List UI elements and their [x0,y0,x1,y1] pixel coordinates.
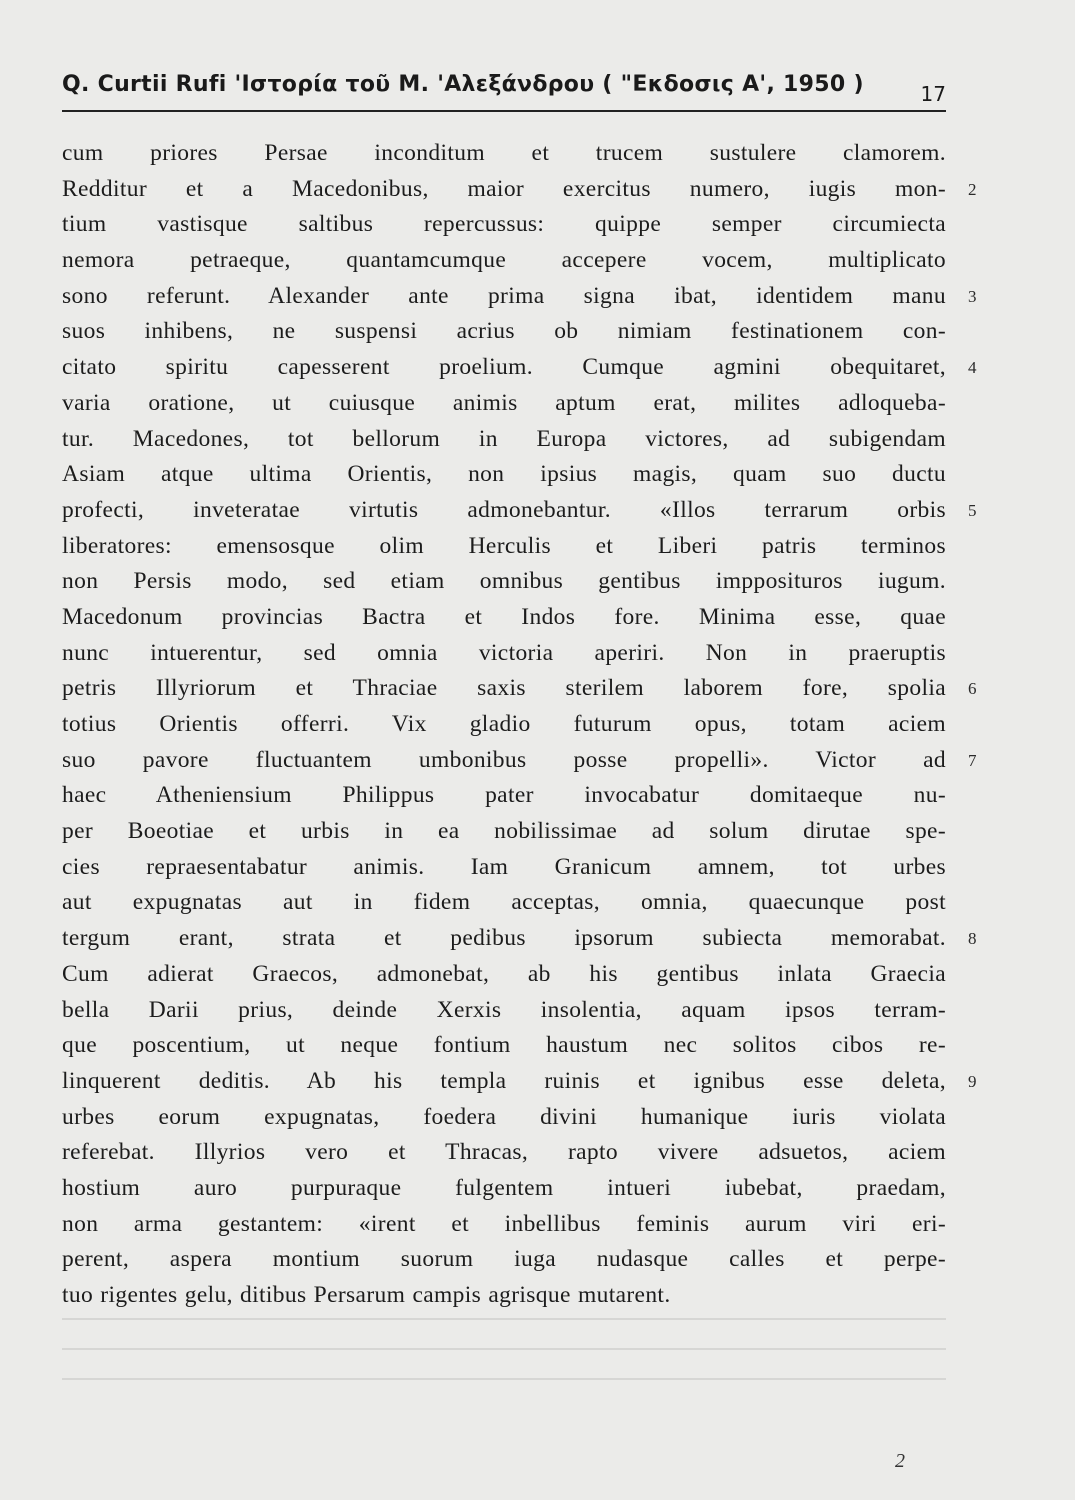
text-line [62,957,946,993]
text-line-content: Redditur et a Macedonibus, maior exercitus numero, iugis mon- [62,175,946,202]
text-line [62,671,977,707]
text-line [62,1207,946,1243]
text-line-content: citato spiritu capesserent proelium. Cumque agmini obequitaret, [62,354,946,381]
text-line-content: varia oratione, ut cuiusque animis aptum erat, milites adloqueba- [62,389,946,416]
text-line [62,1100,946,1136]
section-number: 5 [968,500,977,520]
text-line-content: Asiam atque ultima Orientis, non ipsius magis, quam suo ductu [62,461,946,488]
text-line [62,422,946,458]
text-line-content: Macedonum provincias Bactra et Indos fore. Minima esse, quae [62,603,946,630]
body-text [62,136,977,1314]
text-line-content: non arma gestantem: «irent et inbellibus feminis aurum viri eri- [62,1210,946,1237]
text-line-content: referebat. Illyrios vero et Thracas, rapto vivere adsuetos, aciem [62,1139,946,1166]
text-line [62,207,946,243]
text-line-content: non Persis modo, sed etiam omnibus gentibus impposituros iugum. [62,568,946,595]
text-line [62,314,946,350]
text-line-content: perent, aspera montium suorum iuga nudasque calles et perpe- [62,1246,946,1273]
text-line-content: cies repraesentabatur animis. Iam Granicum amnem, tot urbes [62,853,946,880]
text-line [62,993,946,1029]
section-number: 2 [968,179,977,199]
text-line-content: per Boeotiae et urbis in ea nobilissimae ad solum dirutae spe- [62,818,946,845]
text-line-content: suo pavore fluctuantem umbonibus posse propelli». Victor ad [62,746,946,773]
text-line [62,850,946,886]
text-line [62,172,977,208]
header-title: Q. Curtii Rufi 'Ιστορία τοῦ Μ. 'Αλεξάνδρου ( "Εκδοσις Α', 1950 ) [62,72,864,97]
text-line-content: aut expugnatas aut in fidem acceptas, omnia, quaecunque post [62,889,946,916]
section-number: 7 [968,750,977,770]
text-line-content: cum priores Persae inconditum et trucem sustulere clamorem. [62,140,946,166]
text-line-content: tium vastisque saltibus repercussus: quippe semper circumiecta [62,211,946,238]
text-line [62,529,946,565]
text-line-content: profecti, inveteratae virtutis admonebantur. «Illos terrarum orbis [62,496,946,523]
text-line [62,921,977,957]
text-line-content: tergum erant, strata et pedibus ipsorum subiecta memorabat. [62,925,946,952]
text-line-content: petris Illyriorum et Thraciae saxis sterilem laborem fore, spolia [62,675,946,702]
signature-mark: 2 [895,1450,905,1472]
text-line-content: nemora petraeque, quantamcumque accepere vocem, multiplicato [62,247,946,274]
text-line-content: haec Atheniensium Philippus pater invocabatur domitaeque nu- [62,782,946,809]
text-line-content: que poscentium, ut neque fontium haustum nec solitos cibos re- [62,1032,946,1059]
text-line [62,564,946,600]
text-line [62,1135,946,1171]
bleed-through-shadow [62,1318,946,1408]
text-line [62,243,946,279]
text-line [62,1171,946,1207]
text-line-content: urbes eorum expugnatas, foedera divini humanique iuris violata [62,1103,946,1130]
text-line-content: suos inhibens, ne suspensi acrius ob nimiam festinationem con- [62,318,946,345]
section-number: 3 [968,286,977,306]
section-number: 9 [968,1071,977,1091]
text-line [62,457,946,493]
text-line-content: tuo rigentes gelu, ditibus Persarum campis agrisque mutarent. [62,1282,671,1308]
text-line-content: bella Darii prius, deinde Xerxis insolentia, aquam ipsos terram- [62,996,946,1023]
running-header [62,70,946,112]
text-line [62,885,946,921]
text-line [62,279,977,315]
text-line [62,778,946,814]
text-line-content: liberatores: emensosque olim Herculis et Liberi patris terminos [62,532,946,559]
text-line [62,707,946,743]
text-line-content: hostium auro purpuraque fulgentem intueri iubebat, praedam, [62,1174,946,1201]
text-line [62,814,946,850]
text-line-content: totius Orientis offerri. Vix gladio futurum opus, totam aciem [62,711,946,737]
text-line-content: linquerent deditis. Ab his templa ruinis et ignibus esse deleta, [62,1067,946,1094]
text-line-content: Cum adierat Graecos, admonebat, ab his gentibus inlata Graecia [62,960,946,987]
text-line [62,350,977,386]
text-line [62,636,946,672]
page-number: 17 [920,82,946,106]
text-line [62,136,946,172]
text-line [62,1064,977,1100]
text-line [62,493,977,529]
section-number: 6 [968,679,977,699]
text-line [62,1278,946,1314]
text-line [62,386,946,422]
text-line-content: nunc intuerentur, sed omnia victoria aperiri. Non in praeruptis [62,639,946,666]
section-number: 8 [968,929,977,949]
text-line [62,600,946,636]
section-number: 4 [968,358,977,378]
text-line [62,743,977,779]
text-line [62,1242,946,1278]
text-line-content: sono referunt. Alexander ante prima signa ibat, identidem manu [62,282,946,309]
text-line-content: tur. Macedones, tot bellorum in Europa victores, ad subigendam [62,425,946,452]
text-line [62,1028,946,1064]
